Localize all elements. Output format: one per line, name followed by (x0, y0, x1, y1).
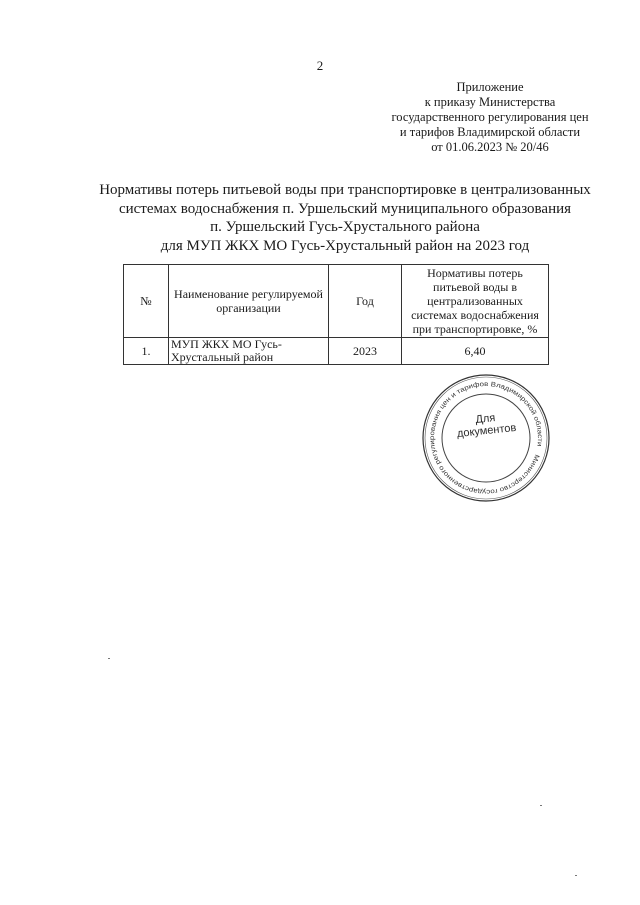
appendix-line: государственного регулирования цен (391, 110, 589, 124)
svg-text:Министерство государственного (421, 373, 551, 503)
scan-speck (575, 875, 577, 876)
title-line: для МУП ЖКХ МО Гусь-Хрустальный район на 2023 год (160, 237, 530, 254)
header-number: № (124, 265, 169, 338)
appendix-line: Приложение (456, 80, 524, 94)
scan-speck (108, 658, 110, 659)
appendix-block (370, 80, 610, 155)
stamp-center-line: документов (456, 421, 517, 441)
title-line: системах водоснабжения п. Уршельский муниципального образования (118, 200, 572, 217)
appendix-line: к приказу Министерства (424, 95, 556, 109)
cell-number: 1. (124, 338, 169, 365)
cell-year: 2023 (329, 338, 402, 365)
page-number: 2 (316, 58, 324, 73)
norms-table (123, 264, 549, 365)
scan-speck (540, 805, 542, 806)
appendix-line: и тарифов Владимирской области (399, 125, 581, 139)
cell-norm: 6,40 (402, 338, 549, 365)
header-norm: Нормативы потерь питьевой воды в централизованных системах водоснабжения при транспортировке, % (402, 265, 549, 338)
header-organization: Наименование регулируемой организации (169, 265, 329, 338)
stamp-ring-text: Министерство государственного регулирования цен и тарифов Владимирской области (428, 380, 544, 496)
cell-organization: МУП ЖКХ МО Гусь-Хрустальный район (169, 338, 329, 365)
table-row (124, 338, 549, 365)
document-title (80, 181, 610, 255)
header-year: Год (329, 265, 402, 338)
title-line: Нормативы потерь питьевой воды при транспортировке в централизованных (99, 182, 591, 198)
appendix-line: от 01.06.2023 № 20/46 (431, 140, 549, 154)
stamp-seal-icon (421, 373, 551, 503)
official-stamp (421, 373, 551, 503)
stamp-center-line: Для (474, 412, 496, 427)
table-header-row (124, 265, 549, 338)
title-line: п. Уршельский Гусь-Хрустального района (210, 219, 480, 235)
